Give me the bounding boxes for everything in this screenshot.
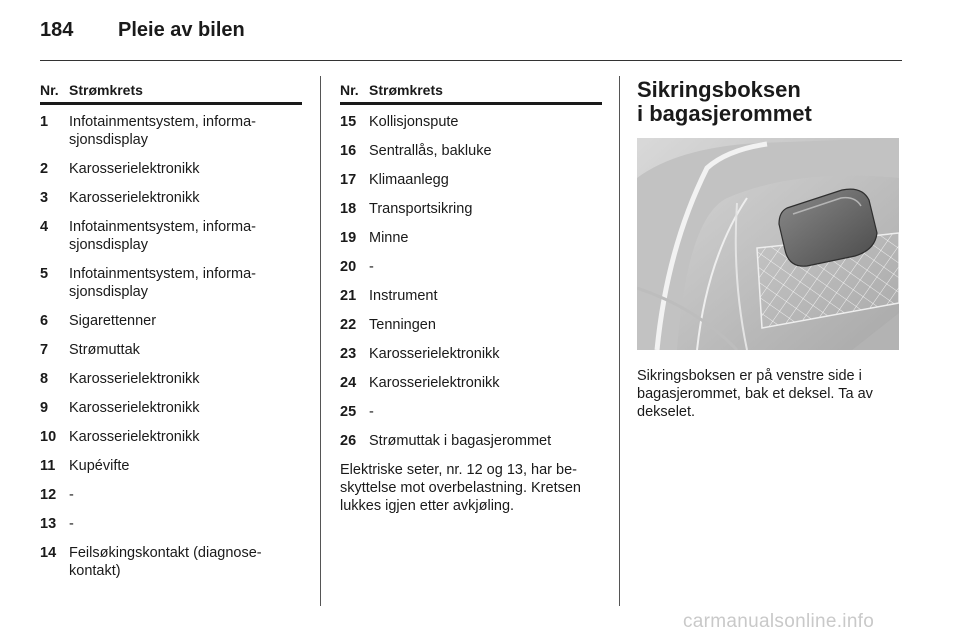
- fuse-number: 5: [40, 266, 49, 282]
- fuse-box-drawing: [637, 138, 899, 350]
- figure-caption: Sikringsboksen er på venstre side i bagasjerommet, bak et deksel. Ta av dekselet.: [637, 368, 873, 420]
- circuit-name: Instrument: [369, 288, 438, 304]
- circuit-name: Strømuttak i bagasjerommet: [369, 433, 552, 449]
- table-row: [40, 189, 302, 207]
- fuse-number: 10: [40, 429, 57, 445]
- table-row: [40, 265, 302, 301]
- table-header-rule: [40, 102, 302, 105]
- table-row: [40, 113, 302, 149]
- table-row: [340, 374, 602, 392]
- table-row: [40, 218, 302, 254]
- circuit-name: -: [69, 516, 74, 532]
- circuit-name: Karosserielektronikk: [69, 161, 200, 177]
- fuse-number: 13: [40, 516, 57, 532]
- fuse-number: 26: [340, 433, 357, 449]
- fuse-table-part-2: [340, 80, 602, 515]
- circuit-name: Karosserielektronikk: [69, 400, 200, 416]
- fuse-number: 21: [340, 288, 357, 304]
- fuse-box-section: [637, 77, 902, 421]
- fuse-number: 17: [340, 172, 357, 188]
- table-header: [340, 80, 602, 100]
- circuit-name: Sentrallås, bakluke: [369, 143, 492, 159]
- fuse-table-part-1: [40, 80, 302, 591]
- header-circuit: Strømkrets: [369, 82, 443, 98]
- table-row: [40, 428, 302, 446]
- overload-note: Elektriske seter, nr. 12 og 13, har beskyttelse mot overbelastning. Kretsen lukkes igjen etter avkjøling.: [340, 462, 581, 514]
- circuit-name: -: [369, 404, 374, 420]
- fuse-number: 12: [40, 487, 57, 503]
- section-title-line-1: Sikringsboksen: [637, 77, 801, 102]
- circuit-name: Feilsøkingskontakt (diagnosekontakt): [69, 545, 262, 579]
- fuse-number: 9: [40, 400, 49, 416]
- table-row: [340, 142, 602, 160]
- circuit-name: Karosserielektronikk: [69, 190, 200, 206]
- fuse-number: 22: [340, 317, 357, 333]
- fuse-number: 25: [340, 404, 357, 420]
- circuit-name: Karosserielektronikk: [69, 429, 200, 445]
- table-row: [340, 287, 602, 305]
- page-header: [40, 19, 245, 49]
- table-row: [340, 432, 602, 450]
- circuit-name: Kupévifte: [69, 458, 130, 474]
- table-row: [340, 200, 602, 218]
- table-row: [340, 258, 602, 276]
- table-header: [40, 80, 302, 100]
- table-row: [340, 229, 602, 247]
- circuit-name: -: [369, 259, 374, 275]
- table-row: [340, 113, 602, 131]
- section-title-line-2: i bagasjerommet: [637, 101, 812, 126]
- table-header-rule: [340, 102, 602, 105]
- table-row: [40, 544, 302, 580]
- circuit-name: Strømuttak: [69, 342, 140, 358]
- fuse-number: 20: [340, 259, 357, 275]
- table-rows: [40, 113, 302, 580]
- circuit-name: Sigarettenner: [69, 313, 157, 329]
- circuit-name: Infotainmentsystem, informasjonsdisplay: [69, 266, 256, 300]
- fuse-number: 18: [340, 201, 357, 217]
- column-divider: [320, 76, 321, 606]
- table-row: [340, 403, 602, 421]
- fuse-number: 16: [340, 143, 357, 159]
- table-row: [40, 486, 302, 504]
- fuse-number: 14: [40, 545, 57, 561]
- fuse-box-illustration: [637, 138, 899, 350]
- table-row: [40, 515, 302, 533]
- fuse-number: 8: [40, 371, 49, 387]
- chapter-title: Pleie av bilen: [118, 19, 245, 41]
- circuit-name: Karosserielektronikk: [69, 371, 200, 387]
- circuit-name: Infotainmentsystem, informasjonsdisplay: [69, 219, 256, 253]
- table-row: [40, 399, 302, 417]
- circuit-name: Kollisjonspute: [369, 114, 459, 130]
- table-row: [340, 316, 602, 334]
- table-row: [40, 457, 302, 475]
- fuse-number: 6: [40, 313, 49, 329]
- circuit-name: Klimaanlegg: [369, 172, 449, 188]
- header-rule: [40, 60, 902, 61]
- fuse-number: 7: [40, 342, 49, 358]
- table-row: [40, 370, 302, 388]
- table-row: [40, 312, 302, 330]
- column-divider: [619, 76, 620, 606]
- circuit-name: -: [69, 487, 74, 503]
- fuse-number: 11: [40, 458, 56, 474]
- circuit-name: Transportsikring: [369, 201, 473, 217]
- section-title: [637, 78, 902, 126]
- table-row: [40, 341, 302, 359]
- table-rows: [340, 113, 602, 450]
- header-nr: Nr.: [340, 82, 359, 98]
- table-row: [340, 171, 602, 189]
- page-number: 184: [40, 19, 74, 41]
- header-circuit: Strømkrets: [69, 82, 143, 98]
- fuse-number: 24: [340, 375, 357, 391]
- circuit-name: Minne: [369, 230, 409, 246]
- circuit-name: Karosserielektronikk: [369, 375, 500, 391]
- fuse-number: 4: [40, 219, 49, 235]
- fuse-number: 1: [40, 114, 49, 130]
- table-row: [340, 345, 602, 363]
- fuse-number: 3: [40, 190, 49, 206]
- circuit-name: Tenningen: [369, 317, 436, 333]
- circuit-name: Karosserielektronikk: [369, 346, 500, 362]
- watermark: carmanualsonline.info: [683, 611, 875, 632]
- table-row: [40, 160, 302, 178]
- fuse-number: 19: [340, 230, 357, 246]
- header-nr: Nr.: [40, 82, 59, 98]
- fuse-number: 15: [340, 114, 357, 130]
- circuit-name: Infotainmentsystem, informasjonsdisplay: [69, 114, 256, 148]
- fuse-number: 23: [340, 346, 357, 362]
- fuse-number: 2: [40, 161, 49, 177]
